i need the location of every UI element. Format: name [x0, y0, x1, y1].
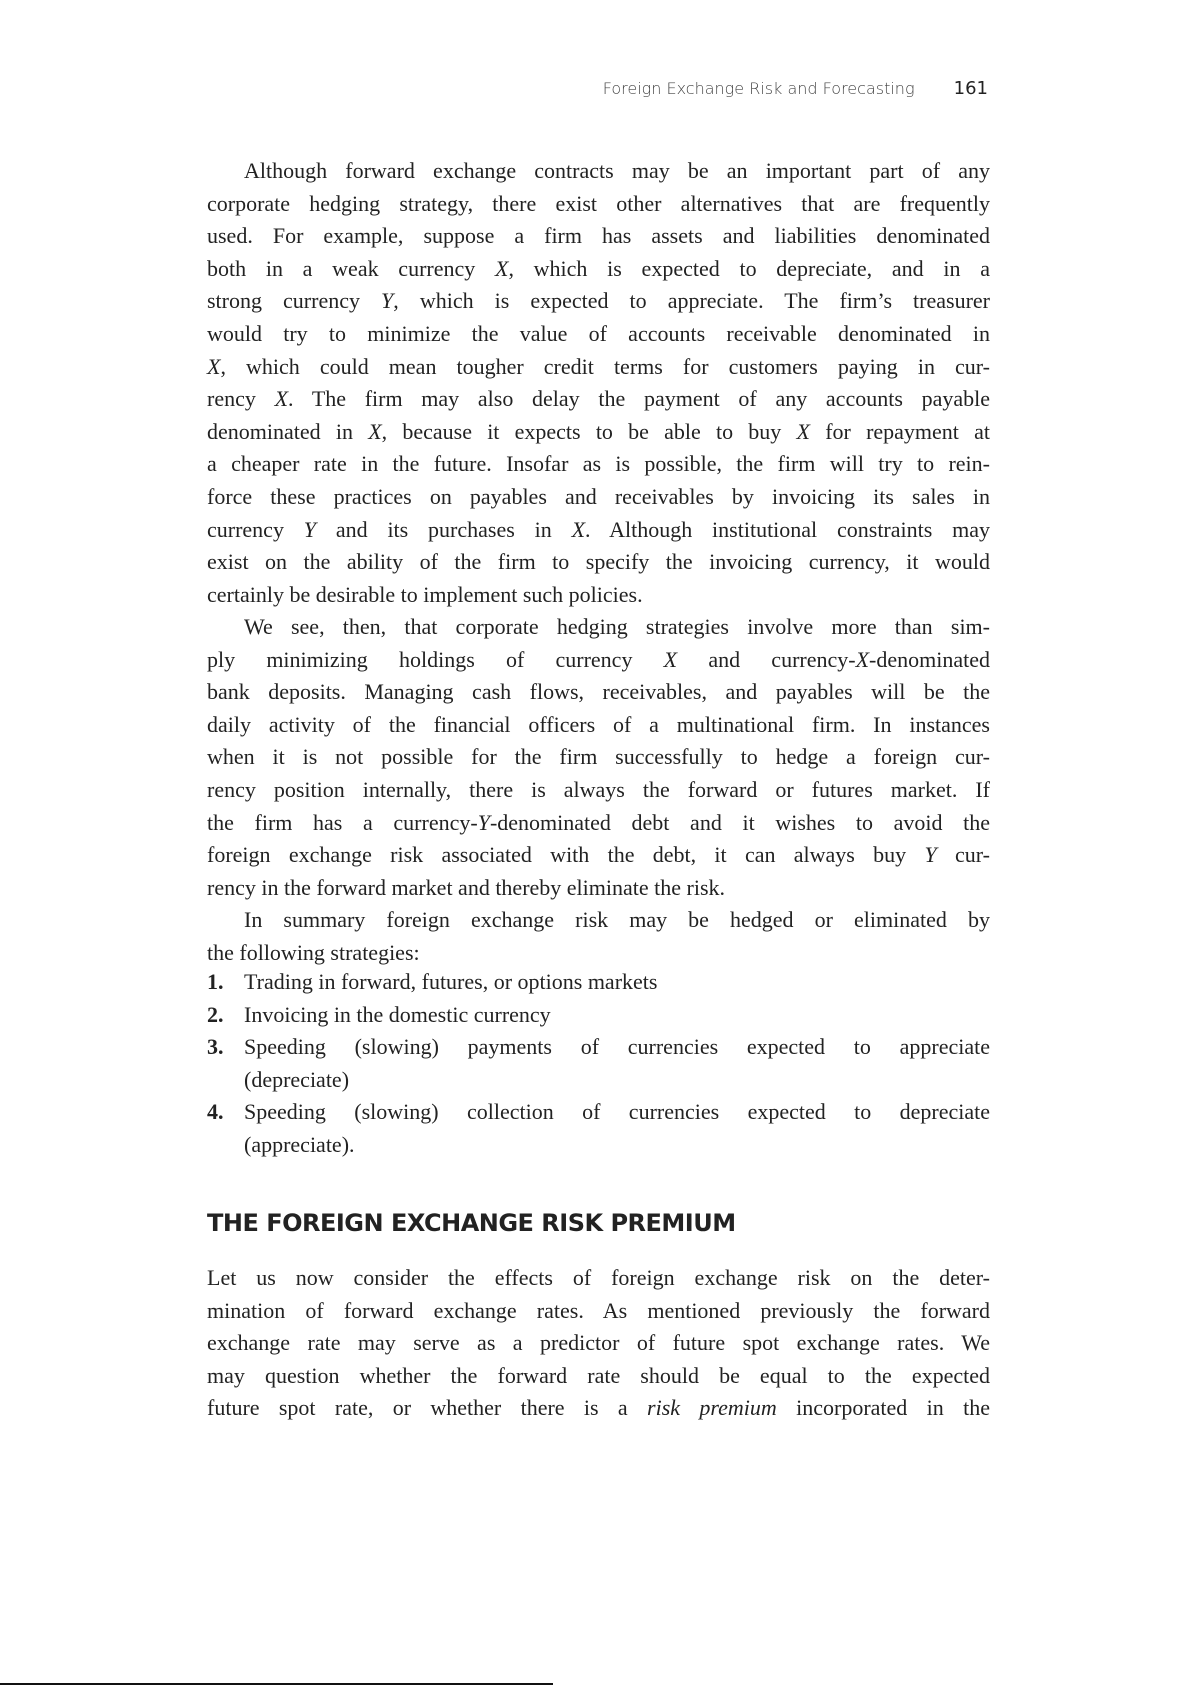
running-title: Foreign Exchange Risk and Forecasting [602, 79, 915, 98]
text-line: used. For example, suppose a firm has assets and liabilities denominated [207, 223, 990, 249]
text-line: Speeding (slowing) collection of currencies expected to depreciate [244, 1099, 990, 1125]
paragraph-1 [207, 155, 990, 611]
page-number: 161 [953, 78, 988, 99]
text-line: Speeding (slowing) payments of currencies expected to appreciate [244, 1034, 990, 1060]
text-line: Let us now consider the effects of foreign exchange risk on the deter- [207, 1265, 990, 1290]
text-line: rency in the forward market and thereby eliminate the risk. [207, 874, 726, 900]
italic-term: X [796, 418, 810, 444]
italic-term: Y [303, 516, 317, 542]
text-line: X, which could mean tougher credit terms for customers paying in cur- [207, 353, 990, 379]
italic-term: Y [477, 809, 490, 835]
text-line: strong currency Y, which is expected to appreciate. The firm’s treasurer [207, 288, 990, 314]
text-line: when it is not possible for the firm successfully to hedge a foreign cur- [207, 744, 990, 770]
text-line: a cheaper rate in the future. Insofar as is possible, the firm will try to rein- [207, 451, 990, 477]
text-line: Trading in forward, futures, or options markets [244, 969, 658, 994]
text-line: mination of forward exchange rates. As mentioned previously the forward [207, 1297, 990, 1323]
italic-term: X [207, 353, 221, 379]
paragraph-4 [207, 1262, 990, 1425]
text-line: rency position internally, there is always the forward or futures market. If [207, 776, 990, 802]
text-line: Invoicing in the domestic currency [244, 1001, 551, 1027]
italic-term: X [368, 418, 382, 444]
text-line: exist on the ability of the firm to specify the invoicing currency, it would [207, 549, 990, 575]
paragraph-3 [207, 904, 990, 969]
italic-term: X [274, 386, 289, 412]
text-line: (appreciate). [244, 1131, 355, 1157]
list-number: 3. [207, 1034, 224, 1060]
section-heading: THE FOREIGN EXCHANGE RISK PREMIUM [207, 1209, 736, 1237]
text-line: currency Y and its purchases in X. Although institutional constraints may [207, 516, 991, 542]
text-line: exchange rate may serve as a predictor of future spot exchange rates. We [207, 1330, 990, 1356]
list-item [207, 1096, 990, 1161]
text-line: force these practices on payables and receivables by invoicing its sales in [207, 483, 990, 509]
italic-term: Y [381, 288, 394, 314]
text-line: bank deposits. Managing cash flows, receivables, and payables will be the [207, 679, 990, 705]
list-item [207, 966, 990, 999]
text-line: the following strategies: [207, 939, 420, 965]
text-line: the firm has a currency-Y-denominated debt and it wishes to avoid the [207, 809, 990, 835]
text-line: would try to minimize the value of accounts receivable denominated in [207, 320, 990, 346]
italic-term: Y [924, 842, 937, 868]
italic-term: risk premium [647, 1395, 777, 1421]
running-header [603, 78, 988, 99]
text-line: foreign exchange risk associated with the debt, it can always buy Y cur- [207, 842, 990, 868]
text-line: may question whether the forward rate should be equal to the expected [207, 1362, 990, 1388]
list-number: 1. [207, 969, 224, 994]
strategy-list [207, 966, 990, 1162]
italic-term: X [494, 255, 509, 281]
text-line: In summary foreign exchange risk may be hedged or eliminated by [244, 907, 990, 932]
text-line: Although forward exchange contracts may be an important part of any [244, 158, 990, 183]
text-line: ply minimizing holdings of currency X and currency-X-denominated [207, 646, 991, 672]
text-line: certainly be desirable to implement such policies. [207, 581, 643, 607]
list-number: 2. [207, 1001, 224, 1027]
text-line: denominated in X, because it expects to be able to buy X for repayment at [207, 418, 991, 444]
text-line: We see, then, that corporate hedging strategies involve more than sim- [244, 614, 990, 639]
text-line: both in a weak currency X, which is expected to depreciate, and in a [207, 255, 990, 281]
paragraph-2 [207, 611, 990, 904]
list-item [207, 1031, 990, 1096]
italic-term: X [663, 646, 678, 672]
text-line: (depreciate) [244, 1066, 350, 1092]
text-line: future spot rate, or whether there is a risk premium incorporated in the [207, 1395, 990, 1421]
italic-term: X [855, 646, 870, 672]
text-line: rency X. The firm may also delay the payment of any accounts payable [207, 386, 990, 412]
list-item [207, 999, 990, 1032]
list-number: 4. [207, 1099, 224, 1125]
text-line: corporate hedging strategy, there exist other alternatives that are frequently [207, 190, 990, 216]
text-line: daily activity of the financial officers of a multinational firm. In instances [207, 711, 990, 737]
italic-term: X [571, 516, 586, 542]
